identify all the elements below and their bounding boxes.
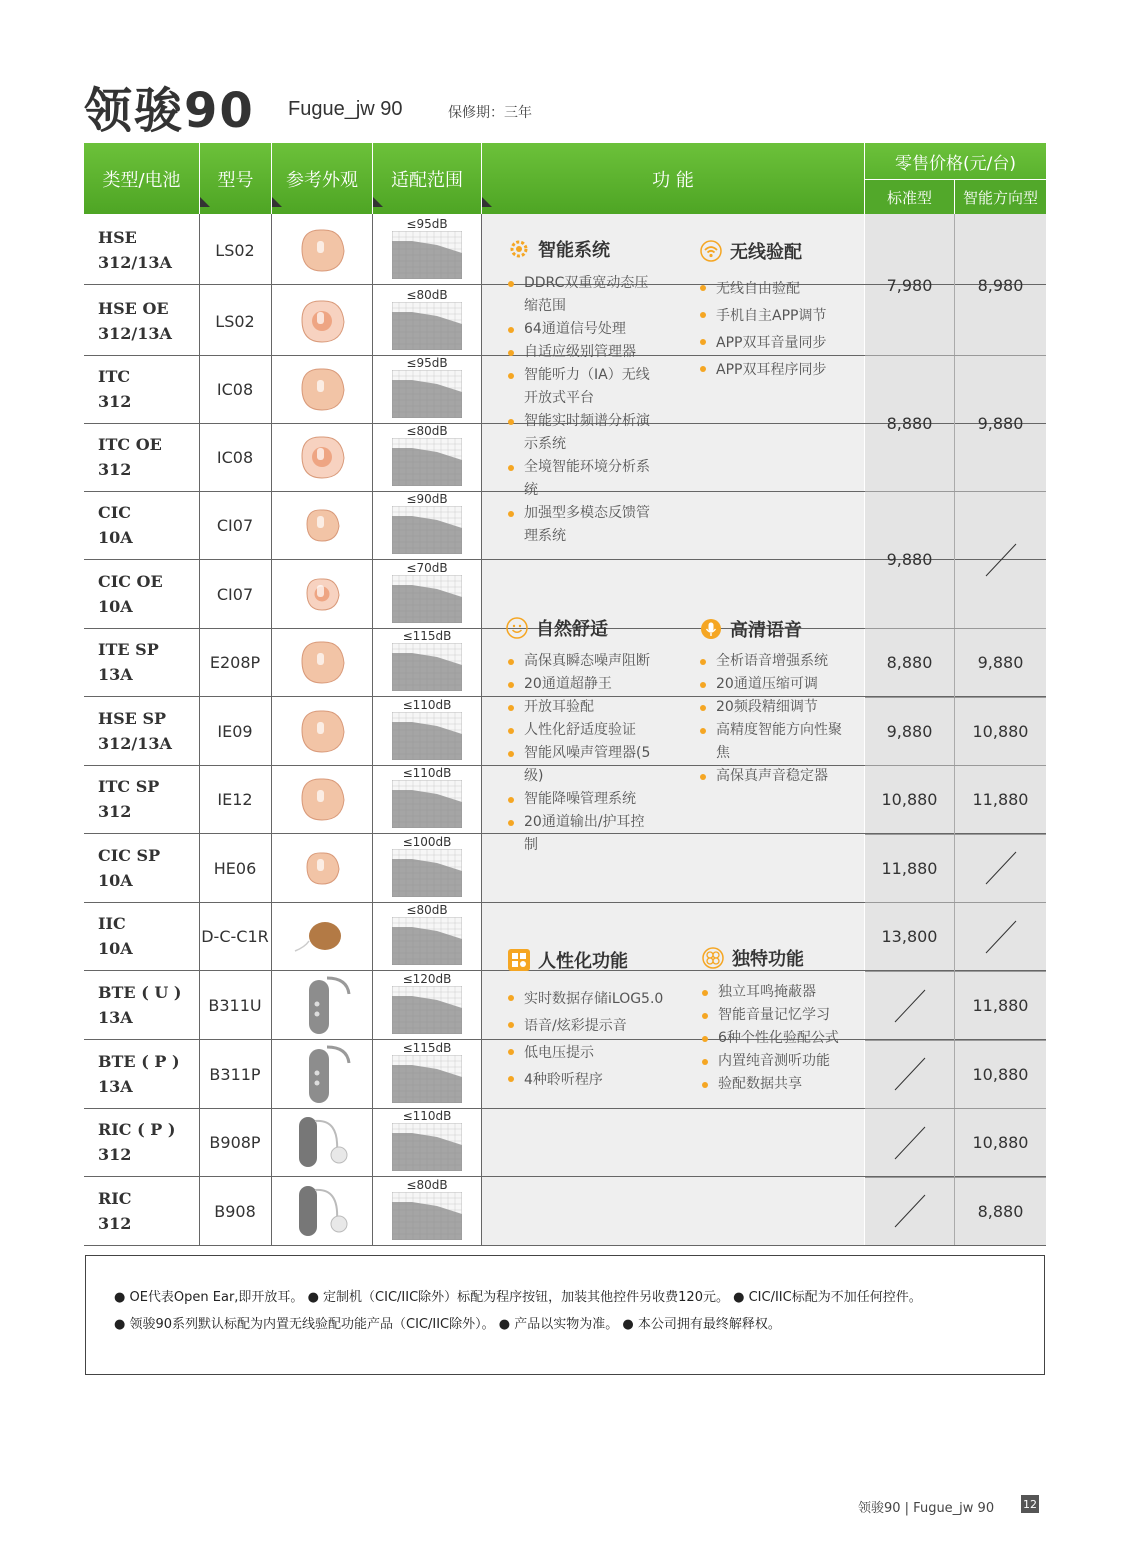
feature-item: 智能降噪管理系统 [506,788,656,811]
type-name: ITE SP [98,640,159,659]
feature-item: 内置纯音测听功能 [700,1050,860,1073]
feature-title: 自然舒适 [536,619,608,640]
price-dir [955,834,1046,902]
type-cell [98,834,198,902]
audiogram-chart [392,1192,462,1244]
model-cell: B311U [208,995,262,1015]
type-name: CIC [98,503,131,522]
header-price-std: 标准型 [865,180,954,214]
product-image [272,834,372,902]
audiogram-cell [373,216,481,284]
price-std [865,971,954,1040]
feature-item: 高保真瞬态噪声阻断 [506,650,656,673]
product-image [272,423,372,491]
price-dir [955,902,1046,971]
type-cell [98,902,198,970]
model-cell: B311P [209,1064,261,1084]
audiogram-chart [392,917,462,969]
price-dir: 8,980 [977,276,1024,295]
audiogram-cell [373,834,481,902]
price-std: 11,880 [881,858,938,878]
battery-size: 312/13A [98,324,172,343]
model-cell: D-C-C1R [201,926,269,946]
model-cell: IC08 [216,379,254,399]
price-std [865,1108,954,1177]
price-divider [865,628,1046,629]
db-range: ≤95dB [406,216,448,231]
feature-item: 智能实时频谱分析演示系统 [506,410,656,456]
model-cell: HE06 [213,858,257,878]
divider [271,214,272,1245]
db-range: ≤70dB [406,560,448,575]
unique-list [700,981,860,1096]
feature-item: 低电压提示 [506,1040,686,1067]
type-cell [98,971,198,1039]
price-divider [865,834,1046,835]
product-image [272,628,372,696]
header-model: 型号 [200,143,271,214]
audiogram-cell [373,971,481,1039]
price-divider [865,1177,1046,1178]
price-dir: 10,880 [972,1064,1029,1084]
type-name: HSE [98,228,137,247]
model-cell: IC08 [216,447,254,467]
feature-item: 语音/炫彩提示音 [506,1013,686,1040]
divider [372,214,373,1245]
audiogram-chart [392,438,462,490]
audiogram-chart [392,575,462,627]
feature-item: 手机自主APP调节 [698,303,858,330]
type-name: BTE ( P ) [98,1052,180,1071]
type-cell [98,628,198,696]
feature-item: 验配数据共享 [700,1073,860,1096]
price-std: 7,980 [886,276,933,295]
audiogram-chart [392,1055,462,1107]
audiogram-cell [373,765,481,833]
audiogram-chart [392,370,462,422]
feature-smart-system [508,236,610,262]
feature-item: 全析语音增强系统 [698,650,848,673]
battery-size: 312 [98,392,132,411]
feature-item: 智能音量记忆学习 [700,1004,860,1027]
model-cell: B908P [209,1132,261,1152]
type-cell [98,765,198,833]
feature-human [508,947,628,973]
feature-item: 智能风噪声管理器(5级) [506,742,656,788]
product-image [272,560,372,628]
header-price-dir: 智能方向型 [955,180,1046,214]
grid-icon [508,949,530,971]
audiogram-cell [373,491,481,559]
product-image [272,765,372,833]
product-image [272,1177,372,1245]
price-std: 9,880 [886,550,933,569]
db-range: ≤95dB [406,355,448,370]
type-cell [98,287,198,355]
audiogram-cell [373,287,481,355]
feature-item: APP双耳音量同步 [698,330,858,357]
page-number: 12 [1021,1495,1039,1513]
header-tick-3 [373,197,383,207]
battery-size: 13A [98,665,133,684]
model-cell: E208P [209,652,261,672]
product-image [272,216,372,284]
smile-icon [506,617,528,639]
feature-unique [702,945,804,971]
divider [199,214,200,1245]
model-cell: B908 [214,1201,256,1221]
type-name: RIC ( P ) [98,1120,176,1139]
type-cell [98,423,198,491]
price-dir: 10,880 [972,721,1029,741]
db-range: ≤110dB [402,697,452,712]
type-cell [98,1040,198,1108]
audiogram-cell [373,628,481,696]
product-image [272,1040,372,1108]
battery-size: 10A [98,871,133,890]
price-divider [865,491,1046,492]
price-dir: 11,880 [972,790,1029,809]
product-image [272,697,372,765]
feature-item: 开放耳验配 [506,696,656,719]
db-range: ≤80dB [406,902,448,917]
header-features: 功 能 [482,143,864,214]
price-std [865,1177,954,1245]
price-std: 8,880 [886,413,933,433]
feature-item: 4种聆听程序 [506,1067,686,1094]
page-subtitle: Fugue_jw 90 [288,98,403,120]
audiogram-cell [373,355,481,423]
price-std [865,1040,954,1108]
model-cell: LS02 [215,240,255,260]
audiogram-cell [373,1040,481,1108]
type-cell [98,1177,198,1245]
feature-item: 高精度智能方向性聚焦 [698,719,848,765]
product-image [272,287,372,355]
price-dir: 11,880 [972,996,1029,1015]
model-cell: IE09 [217,721,253,741]
feature-title: 独特功能 [732,949,804,970]
feature-item: 无线自由验配 [698,276,858,303]
type-name: HSE SP [98,709,167,728]
battery-size: 10A [98,939,133,958]
battery-size: 312 [98,460,132,479]
type-name: IIC [98,914,126,933]
battery-size: 312 [98,802,132,821]
type-name: CIC OE [98,572,163,591]
header-range: 适配范围 [373,143,481,214]
db-range: ≤115dB [402,628,452,643]
microphone-icon [700,618,722,640]
feature-title: 智能系统 [538,240,610,261]
price-std: 9,880 [886,721,933,741]
db-range: ≤80dB [406,287,448,302]
product-image [272,355,372,423]
price-divider [865,902,1046,903]
audiogram-cell [373,560,481,628]
audiogram-chart [392,506,462,558]
product-image [272,491,372,559]
type-name: HSE OE [98,299,169,318]
feature-item: 智能听力（IA）无线开放式平台 [506,364,656,410]
smart-system-list [506,272,656,548]
feature-speech [700,616,802,642]
price-dir: 8,880 [977,1201,1024,1221]
product-image [272,902,372,970]
audiogram-cell [373,1177,481,1245]
feature-item: 高保真声音稳定器 [698,765,848,788]
audiogram-chart [392,849,462,901]
battery-size: 312/13A [98,253,172,272]
warranty-text: 保修期：三年 [448,105,532,121]
speech-list [698,650,848,788]
price-divider [865,1108,1046,1109]
feature-wireless [700,238,802,264]
audiogram-cell [373,697,481,765]
battery-size: 10A [98,597,133,616]
audiogram-cell [373,1108,481,1176]
feature-item: 20通道压缩可调 [698,673,848,696]
audiogram-cell [373,902,481,970]
human-list [506,986,686,1094]
price-divider [865,697,1046,698]
gear-icon [508,238,530,260]
header-type: 类型/电池 [84,143,199,214]
db-range: ≤90dB [406,491,448,506]
product-image [272,1108,372,1176]
audiogram-chart [392,302,462,354]
battery-size: 312 [98,1214,132,1233]
type-cell [98,1108,198,1176]
model-cell: LS02 [215,311,255,331]
flower-icon [702,947,724,969]
feature-item: 实时数据存储iLOG5.0 [506,986,686,1013]
db-range: ≤80dB [406,423,448,438]
model-cell: CI07 [216,584,254,604]
product-image [272,971,372,1039]
battery-size: 13A [98,1077,133,1096]
feature-item: 自适应级别管理器 [506,341,656,364]
feature-title: 高清语音 [730,620,802,641]
audiogram-chart [392,712,462,764]
type-cell [98,355,198,423]
type-name: CIC SP [98,846,161,865]
price-dir: 9,880 [977,653,1024,672]
feature-item: 20通道超静王 [506,673,656,696]
price-divider [865,971,1046,972]
model-cell: IE12 [217,789,253,809]
db-range: ≤100dB [402,834,452,849]
audiogram-chart [392,231,462,283]
db-range: ≤110dB [402,1108,452,1123]
page-title: 领骏90 [84,83,255,139]
price-divider [865,765,1046,766]
db-range: ≤80dB [406,1177,448,1192]
type-cell [98,491,198,559]
feature-item: DDRC双重宽动态压缩范围 [506,272,656,318]
header-tick-2 [272,197,282,207]
wifi-icon [700,240,722,262]
header-tick-1 [200,197,210,207]
feature-item: 全境智能环境分析系统 [506,456,656,502]
price-dir: 9,880 [977,413,1024,433]
price-dir: 10,880 [972,1133,1029,1152]
header-tick-4 [482,197,492,207]
type-cell [98,560,198,628]
battery-size: 312/13A [98,734,172,753]
type-cell [98,697,198,765]
type-name: RIC [98,1189,132,1208]
db-range: ≤120dB [402,971,452,986]
price-divider [865,355,1046,356]
type-name: ITC OE [98,435,162,454]
type-name: BTE ( U ) [98,983,182,1002]
feature-item: 人性化舒适度验证 [506,719,656,742]
price-std: 13,800 [881,927,938,946]
feature-item: 20频段精细调节 [698,696,848,719]
notes-box [85,1255,1045,1375]
audiogram-chart [392,643,462,695]
db-range: ≤115dB [402,1040,452,1055]
type-cell [98,216,198,284]
divider [481,214,482,1245]
audiogram-chart [392,1123,462,1175]
header-price: 零售价格(元/台) [865,143,1046,179]
battery-size: 10A [98,528,133,547]
battery-size: 312 [98,1145,132,1164]
price-std: 8,880 [886,653,933,672]
feature-item: 加强型多模态反馈管理系统 [506,502,656,548]
comfort-list [506,650,656,857]
price-dir [955,491,1046,628]
model-cell: CI07 [216,515,254,535]
battery-size: 13A [98,1008,133,1027]
note-line-2: ● 领骏90系列默认标配为内置无线验配功能产品（CIC/IIC除外）。 ● 产品以实物为准。 ● 本公司拥有最终解释权。 [114,1317,781,1332]
feature-comfort [506,615,608,641]
header-appearance: 参考外观 [272,143,372,214]
db-range: ≤110dB [402,765,452,780]
audiogram-chart [392,986,462,1038]
price-divider [865,1040,1046,1041]
feature-item: APP双耳程序同步 [698,357,858,384]
audiogram-chart [392,780,462,832]
feature-title: 无线验配 [730,242,802,263]
note-line-1: ● OE代表Open Ear,即开放耳。 ● 定制机（CIC/IIC除外）标配为程序按钮，加装其他控件另收费120元。 ● CIC/IIC标配为不加任何控件。 [114,1290,922,1305]
audiogram-cell [373,423,481,491]
type-name: ITC SP [98,777,160,796]
feature-item: 20通道输出/护耳控制 [506,811,656,857]
feature-item: 6种个性化验配公式 [700,1027,860,1050]
feature-item: 64通道信号处理 [506,318,656,341]
footer-text: 领骏90 | Fugue_jw 90 [858,1501,995,1516]
type-name: ITC [98,367,131,386]
wireless-list [698,276,858,384]
feature-item: 独立耳鸣掩蔽器 [700,981,860,1004]
feature-title: 人性化功能 [538,951,628,972]
price-std: 10,880 [881,790,938,809]
